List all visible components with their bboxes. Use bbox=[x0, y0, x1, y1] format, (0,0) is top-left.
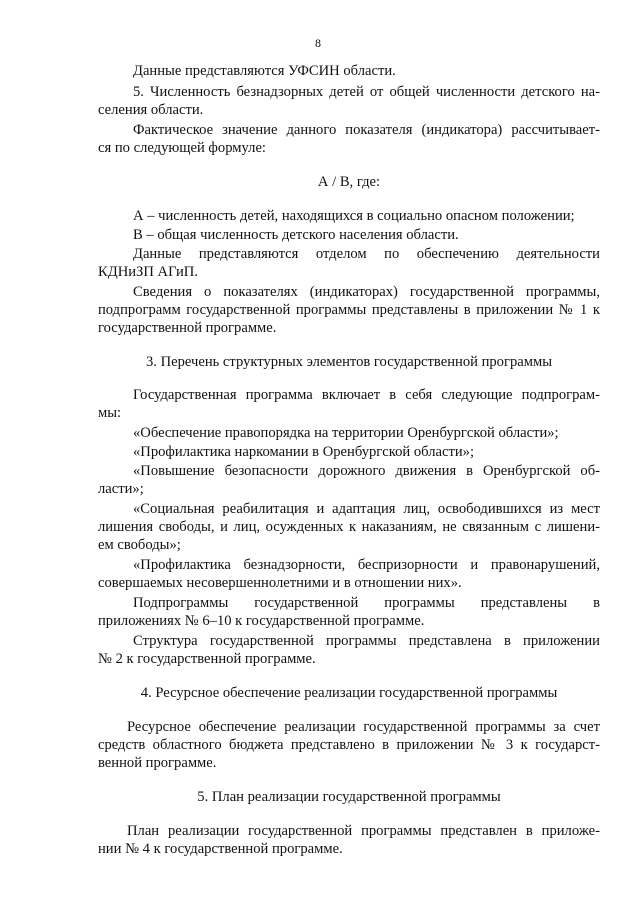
formula: А / В, где: bbox=[317, 174, 381, 190]
subprogram-item: «Социальная реабилитация и адаптация лиц, освободившихся из мест bbox=[133, 501, 600, 517]
paragraph-line: План реализации государственной программы представлен в приложе- bbox=[127, 823, 600, 839]
paragraph-line: Подпрограммы государственной программы представлены в bbox=[133, 595, 600, 611]
paragraph-line: нии № 4 к государственной программе. bbox=[98, 841, 343, 857]
paragraph-line: подпрограмм государственной программы представлены в приложении № 1 к bbox=[98, 302, 600, 318]
subprogram-item: лишения свободы, и лиц, осужденных к наказаниям, не связанным с лишени- bbox=[98, 519, 600, 535]
subprogram-item: «Профилактика наркомании в Оренбургской области»; bbox=[133, 444, 475, 460]
section-heading: 5. План реализации государственной программы bbox=[197, 789, 501, 805]
paragraph-line: ся по следующей формуле: bbox=[98, 140, 266, 156]
subprogram-item: ем свободы»; bbox=[98, 537, 181, 553]
section-heading: 3. Перечень структурных элементов государственной программы bbox=[145, 354, 553, 370]
definition-a: А – численность детей, находящихся в социально опасном положении; bbox=[133, 208, 575, 224]
paragraph-line: государственной программе. bbox=[98, 320, 277, 336]
paragraph-line: Сведения о показателях (индикаторах) государственной программы, bbox=[133, 284, 600, 300]
paragraph-line: Данные представляются УФСИН области. bbox=[133, 63, 396, 79]
paragraph-line: венной программе. bbox=[98, 755, 217, 771]
subprogram-item: ласти»; bbox=[98, 481, 144, 497]
paragraph-line: КДНиЗП АГиП. bbox=[98, 264, 198, 280]
paragraph-line: Государственная программа включает в себя следующие подпрограм- bbox=[133, 387, 600, 403]
definition-b: В – общая численность детского населения области. bbox=[133, 227, 459, 243]
paragraph-line: мы: bbox=[98, 405, 122, 421]
page-number: 8 bbox=[315, 36, 321, 50]
paragraph-line: Данные представляются отделом по обеспечению деятельности bbox=[133, 246, 600, 262]
paragraph-line: селения области. bbox=[98, 102, 204, 118]
paragraph-line: 5. Численность безнадзорных детей от общей численности детского на- bbox=[133, 84, 600, 100]
paragraph-line: приложениях № 6–10 к государственной программе. bbox=[98, 613, 425, 629]
paragraph-line: Фактическое значение данного показателя (индикатора) рассчитывает- bbox=[133, 122, 600, 138]
subprogram-item: «Профилактика безнадзорности, беспризорности и правонарушений, bbox=[133, 557, 600, 573]
subprogram-item: совершаемых несовершеннолетними и в отношении них». bbox=[98, 575, 462, 591]
section-heading: 4. Ресурсное обеспечение реализации государственной программы bbox=[140, 685, 558, 701]
paragraph-line: средств областного бюджета представлено в приложении № 3 к государст- bbox=[98, 737, 600, 753]
subprogram-item: «Обеспечение правопорядка на территории Оренбургской области»; bbox=[133, 425, 559, 441]
paragraph-line: Структура государственной программы представлена в приложении bbox=[133, 633, 600, 649]
paragraph-line: Ресурсное обеспечение реализации государственной программы за счет bbox=[127, 719, 600, 735]
paragraph-line: № 2 к государственной программе. bbox=[98, 651, 316, 667]
subprogram-item: «Повышение безопасности дорожного движения в Оренбургской об- bbox=[133, 463, 600, 479]
